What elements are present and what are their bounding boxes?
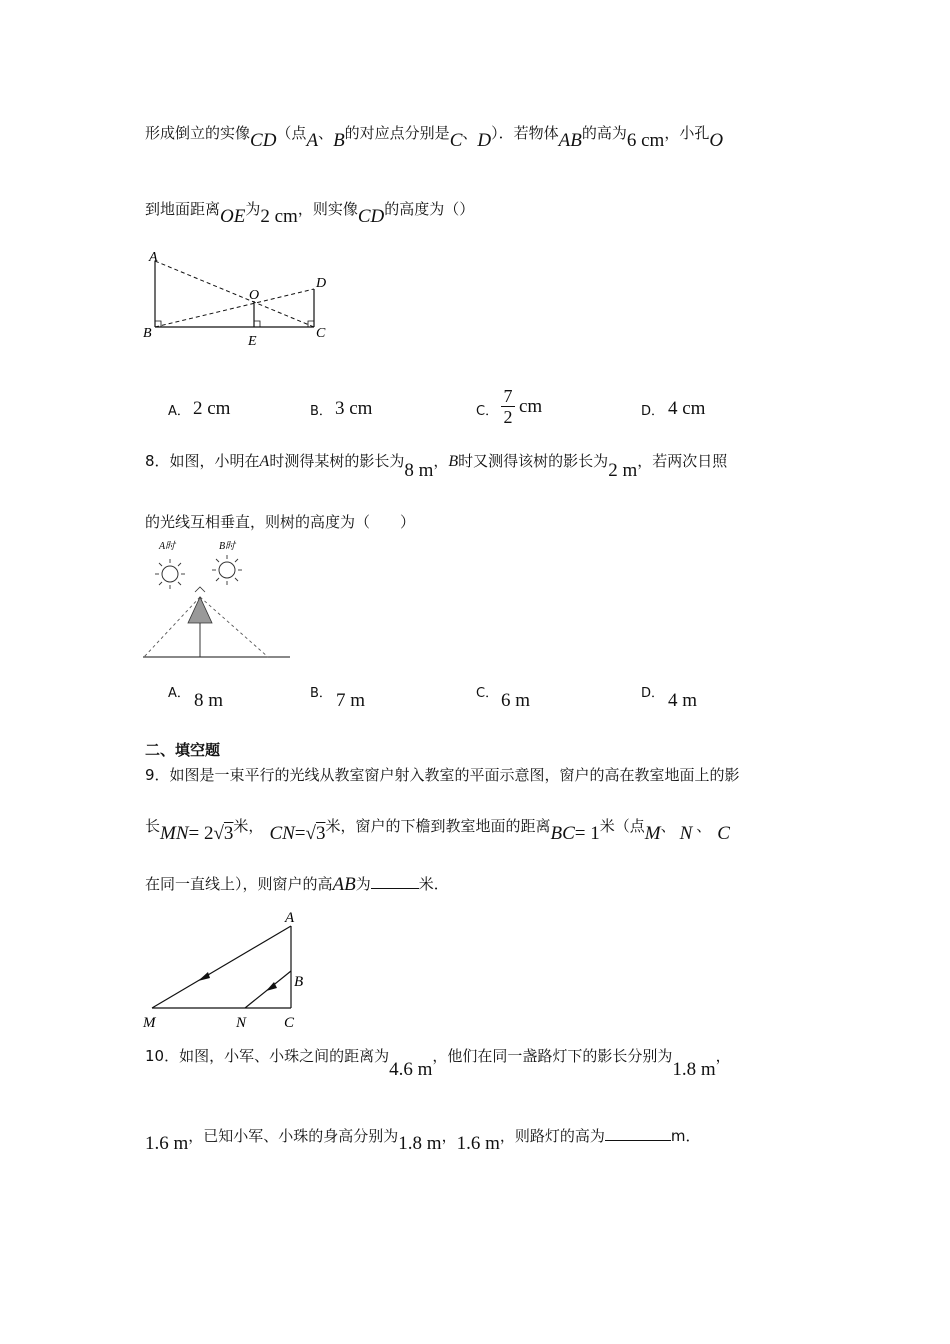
text: 、 [462,124,478,142]
q9-figure [140,905,310,1033]
text: 、 [660,817,676,835]
q7-figure [140,245,340,350]
label-a: A [149,250,158,265]
q9-line1: 9．如图是一束平行的光线从教室窗户射入教室的平面示意图，窗户的高在教室地面上的影 [145,766,740,784]
answer-blank[interactable] [605,1126,671,1141]
text: 时测得某树的影长为 [269,452,405,470]
label-a-time: A时 [159,541,176,552]
label-b-time: B时 [219,541,236,552]
math-b: B [448,453,459,470]
text: 到地面距离 [145,200,221,218]
label-a: A [285,910,295,926]
text: ， [715,1047,731,1065]
option-d-label: D． [641,686,665,701]
answer-blank[interactable] [371,874,419,889]
option-a-value: 8 m [194,690,224,711]
q8-line2: 的光线互相垂直，则树的高度为（ ） [145,513,416,531]
q9-line3 [145,873,449,895]
math-ab: AB [558,130,582,151]
radicand: 3 [223,823,234,844]
value-6cm: 6 cm [626,130,665,151]
label-c: C [284,1015,295,1031]
text: 在同一直线上），则窗户的高 [145,875,333,893]
text: ， [441,1127,457,1145]
label-o: O [249,288,260,303]
sun-a-icon [155,559,185,589]
equals: = [294,823,306,844]
value-1-8m: 1.8 m [398,1133,442,1154]
text: ， [433,452,449,470]
value-8m: 8 m [404,460,434,481]
q9-line2 [145,815,730,844]
math-a: A [306,130,319,151]
math-m: M [644,823,661,844]
radicand: 3 [315,823,326,844]
text: ，小孔 [664,124,710,142]
option-c-label: C． [476,686,499,701]
math-ab: AB [332,874,356,895]
label-c: C [316,326,326,341]
q7-line2 [145,198,475,227]
q8-line1 [145,450,728,481]
ray-am [152,926,291,1008]
ray-bd [155,289,314,327]
ray-b [200,597,268,657]
text: 8．如图，小明在 [145,452,260,470]
option-b-label: B． [310,686,332,701]
fraction-denominator: 2 [503,407,513,427]
option-a-value: 2 cm [193,398,231,419]
text: 的对应点分别是 [344,124,450,142]
text: 时又测得该树的影长为 [458,452,609,470]
text: ，若两次日照 [637,452,728,470]
value-1-6m: 1.6 m [145,1133,189,1154]
label-d: D [316,276,327,291]
math-c: C [717,823,730,844]
text: 米． [418,875,449,893]
text: 米（点 [599,817,645,835]
value-2m: 2 m [608,460,638,481]
option-c-unit: cm [519,396,543,417]
text: 的高度为（） [384,200,475,218]
math-d: D [477,130,492,151]
q10-line2 [145,1125,701,1154]
value-2cm: 2 cm [260,206,298,227]
text: 10．如图，小军、小珠之间的距离为 [145,1047,390,1065]
text: ，则路灯的高为 [499,1127,605,1145]
arrow-am-icon [198,972,210,981]
text: 、 [318,124,334,142]
math-o: O [709,130,724,151]
option-d-label: D． [641,404,665,419]
math-cd: CD [357,206,385,227]
sqrt-symbol: √ [213,823,224,844]
math-b: B [333,130,345,151]
q10-line1 [145,1045,731,1080]
text: 为 [355,875,371,893]
option-d-value: 4 m [668,690,698,711]
text: 为 [245,200,261,218]
text: 米，窗户的下檐到教室地面的距离 [325,817,551,835]
math-n: N [679,823,693,844]
q8-figure [140,537,295,662]
option-d-value: 4 cm [668,398,706,419]
option-c-value: 6 m [501,690,531,711]
label-b: B [143,326,152,341]
label-e: E [248,334,257,349]
math-cn: CN [269,823,295,844]
tree-icon [188,597,212,623]
option-b-label: B． [310,404,332,419]
option-c-label: C． [476,404,499,419]
math-a: A [259,453,270,470]
text: 米， [233,817,264,835]
math-c: C [449,130,463,151]
sun-b-icon [212,555,242,585]
q7-line1 [145,122,724,151]
option-b-value: 3 cm [335,398,373,419]
ray-a [144,597,200,657]
text: ，他们在同一盏路灯下的影长分别为 [432,1047,673,1065]
label-b: B [294,974,304,990]
section-title: 二、填空题 [145,741,221,759]
text: ，则实像 [297,200,358,218]
value-1-8m: 1.8 m [672,1059,716,1080]
text: ，已知小军、小珠的身高分别为 [188,1127,399,1145]
ray-ac [155,261,314,327]
text: 的高为 [581,124,627,142]
math-bc: BC [550,823,575,844]
text: 、 [696,817,712,835]
text: m． [670,1127,701,1145]
sqrt-symbol: √ [305,823,316,844]
text: （点 [276,124,307,142]
option-c-fraction [501,386,515,427]
fraction-numerator: 7 [501,386,515,407]
math-cd: CD [250,130,277,151]
math-oe: OE [220,206,246,227]
value-1-6m: 1.6 m [456,1133,500,1154]
value-4-6m: 4.6 m [389,1059,433,1080]
text: 长 [145,817,161,835]
option-b-value: 7 m [336,690,366,711]
option-a-label: A． [168,404,190,419]
math-mn: MN [160,823,189,844]
text: 形成倒立的实像 [145,124,251,142]
label-n: N [236,1015,247,1031]
equals-two: = 2 [188,823,214,844]
text: ）．若物体 [491,124,559,142]
right-angle-mark [195,587,205,592]
equals-one: = 1 [574,823,600,844]
option-a-label: A． [168,686,190,701]
label-m: M [143,1015,156,1031]
right-angle-e [254,321,260,327]
